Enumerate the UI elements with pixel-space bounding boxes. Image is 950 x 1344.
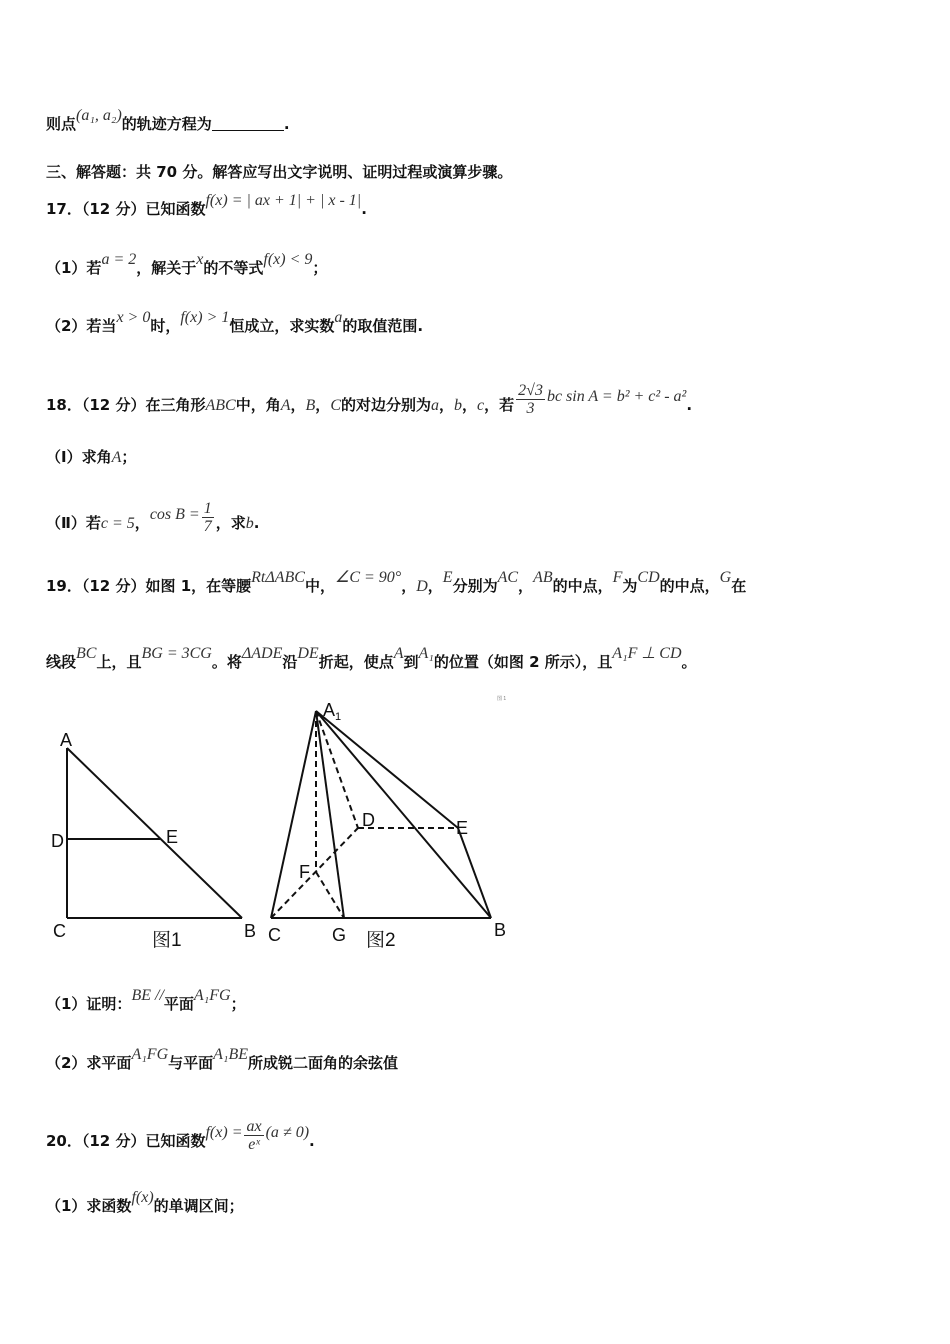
edge-a1c bbox=[271, 711, 316, 918]
answer-blank bbox=[212, 116, 284, 131]
question-19-part-1: （1）证明：BE //平面A₁FG； bbox=[46, 987, 246, 1013]
fraction: $\frac{2√3}{3}$ bbox=[518, 382, 543, 417]
question-19-part-2: （2）求平面A₁FG与平面A₁BE所成锐二面角的余弦值 bbox=[46, 1046, 399, 1072]
geometry-figures bbox=[0, 680, 560, 960]
question-18-part-1: （Ⅰ）求角A； bbox=[46, 448, 137, 466]
label-c: C bbox=[53, 921, 66, 941]
figure-2-caption: 图2 bbox=[366, 930, 396, 951]
fraction: $\frac{1}{7}$ bbox=[203, 500, 212, 535]
figure-1-caption: 图1 bbox=[152, 930, 182, 951]
label-d: D bbox=[362, 810, 375, 830]
figure-2-labels bbox=[268, 695, 506, 951]
figure-2 bbox=[271, 711, 491, 918]
figure-1 bbox=[67, 748, 242, 918]
label-a1: $A_1$ bbox=[323, 700, 342, 723]
edge-a1g bbox=[316, 711, 344, 918]
question-17: 17．（12 分）已知函数f(x) = | ax + 1| + | x - 1|. bbox=[46, 192, 367, 218]
label-d: D bbox=[51, 831, 64, 851]
question-19-line-1: 19．（12 分）如图 1，在等腰RtΔABC中，∠C = 90°，D，E分别为AC，AB的中点，F为CD的中点，G在 bbox=[46, 569, 747, 595]
fraction: $\frac{ax}{\text{eˣ}}$ bbox=[246, 1118, 262, 1153]
edge-eb bbox=[458, 828, 491, 918]
label-b: B bbox=[244, 921, 257, 941]
label-e: E bbox=[166, 827, 179, 847]
question-18-part-2: （Ⅱ）若c = 5，cos B = $\frac{1}{7}$ ，求b. bbox=[46, 500, 260, 535]
edge-fg-hidden bbox=[316, 872, 344, 918]
label-c: C bbox=[268, 925, 281, 945]
label-f: F bbox=[299, 862, 310, 882]
question-19-line-2: 线段BC上，且BG = 3CG。将ΔADE沿DE折起，使点A到A₁的位置（如图 2 所示），且A₁F ⊥ CD。 bbox=[46, 645, 697, 671]
question-17-part-1: （1）若a = 2，解关于x的不等式f(x) < 9； bbox=[46, 251, 328, 277]
question-18: 18．（12 分）在三角形ABC中，角A，B，C的对边分别为a，b，c，若 $\frac{2√3}{3}$ bc sin A = b² + c² - a². bbox=[46, 382, 693, 417]
question-17-part-2: （2）若当x > 0时，f(x) > 1恒成立，求实数a的取值范围. bbox=[46, 309, 424, 335]
label-g: G bbox=[332, 925, 347, 945]
trajectory-line: 则点(a₁, a₂)的轨迹方程为 . bbox=[46, 107, 290, 133]
edge-ab bbox=[67, 748, 242, 918]
edge-a1b bbox=[316, 711, 491, 918]
question-20: 20．（12 分）已知函数f(x) = $\frac{ax}{\text{eˣ}}$ (a ≠ 0). bbox=[46, 1118, 315, 1153]
tiny-label: 图 1 bbox=[497, 696, 507, 702]
label-a: A bbox=[60, 730, 73, 750]
label-e: E bbox=[456, 818, 469, 838]
question-20-part-1: （1）求函数f(x)的单调区间； bbox=[46, 1189, 244, 1215]
section-heading: 三、解答题：共 70 分。解答应写出文字说明、证明过程或演算步骤。 bbox=[46, 163, 513, 181]
edge-cd-hidden bbox=[271, 828, 358, 918]
label-b: B bbox=[494, 920, 507, 940]
